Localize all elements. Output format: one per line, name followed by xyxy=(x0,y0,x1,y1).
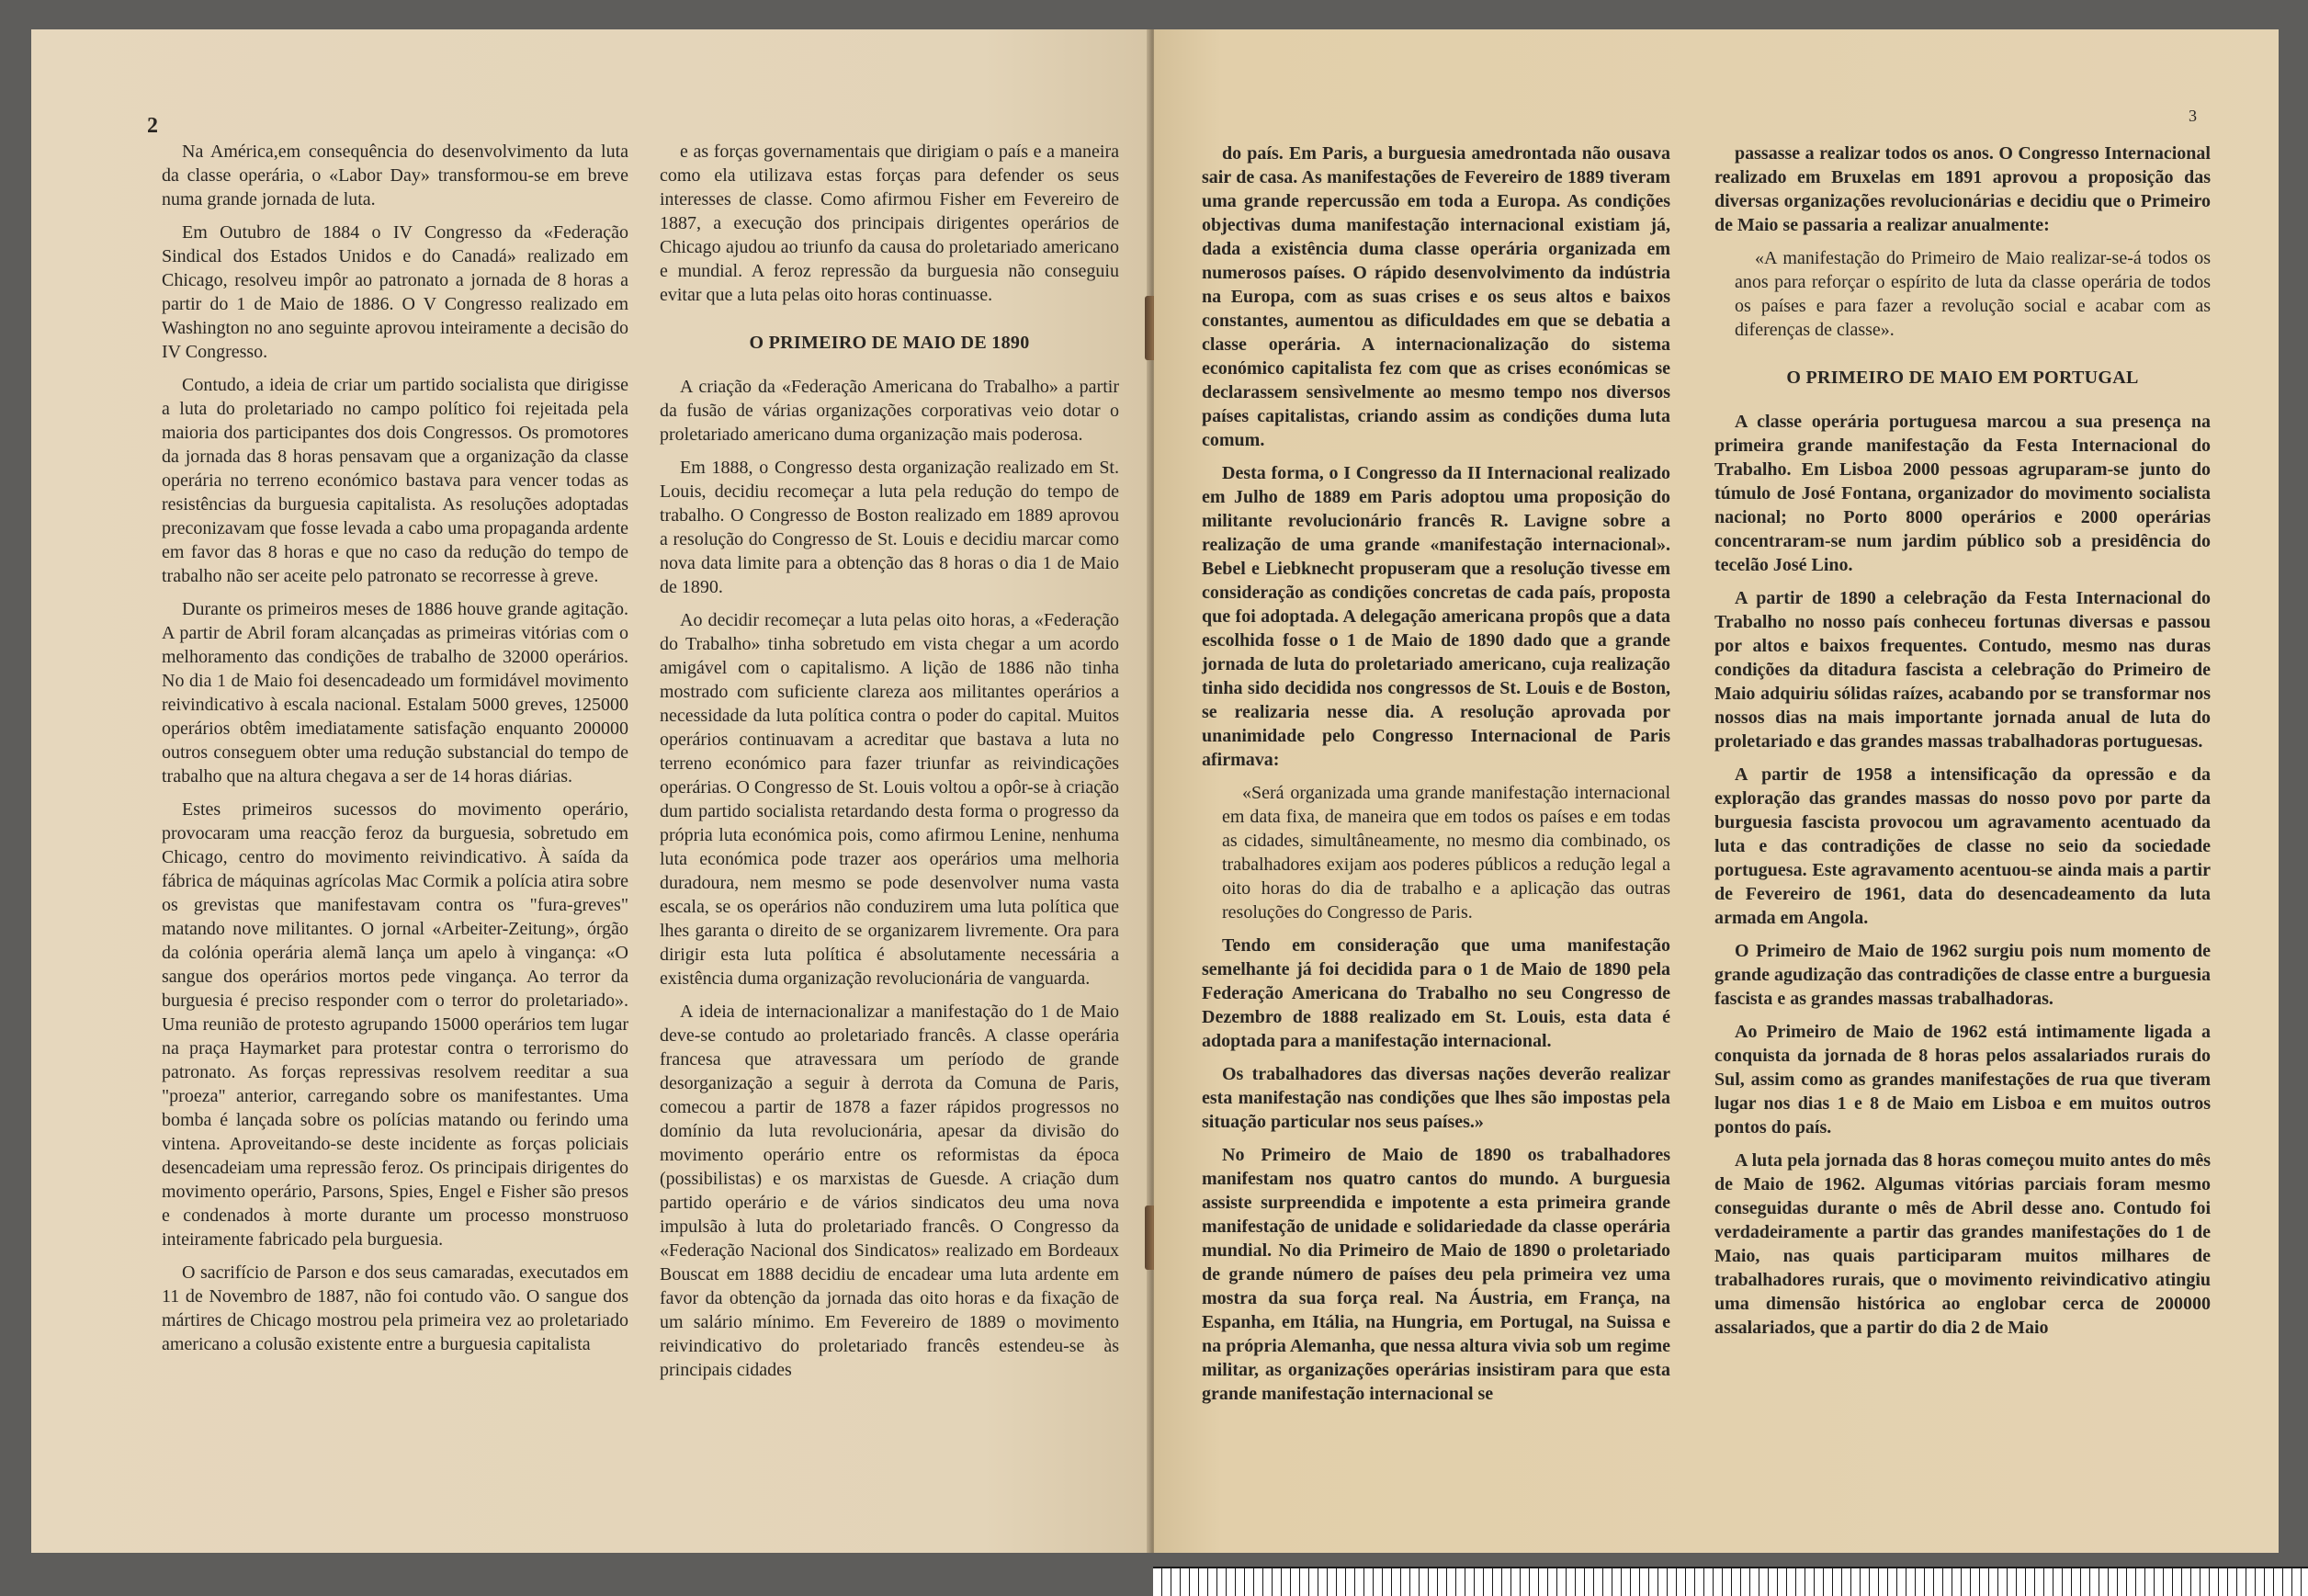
paragraph: Em 1888, o Congresso desta organização realizado em St. Louis, decidiu recomeçar a luta pela redução do tempo de trabalho. O Congresso de Boston realizado em 1889 aprovou a resolução do Congresso de St. Louis e decidiu marcar como nova data limite para a obtenção das 8 horas o dia 1 de Maio de 1890. xyxy=(660,458,1119,597)
booklet-spread xyxy=(31,29,2279,1553)
right-page xyxy=(1154,29,2279,1553)
paragraph: Em Outubro de 1884 o IV Congresso da «Federação Sindical dos Estados Unidos e do Canadá» realizado em Chicago, resolveu impôr ao patronato a jornada de 8 horas a partir do 1 de Maio de 1886. O V Congresso realizado em Washington no ano seguinte aprovou inteiramente a decisão do IV Congresso. xyxy=(162,222,628,362)
resolution-quote: «Será organizada uma grande manifestação internacional em data fixa, de maneira que em todos os países e em todas as cidades, simultâneamente, no mesmo dia combinado, os trabalhadores exijam aos poderes públicos a redução legal a oito horas do dia de trabalho e a aplicação das outras resoluções do Congresso de Paris. xyxy=(1222,783,1670,923)
paragraph: A partir de 1890 a celebração da Festa Internacional do Trabalho no nosso país conheceu fortunas diversas e passou por altos e baixos frequentes. Contudo, mesmo nas duras condições da ditadura fascista a celebração do Primeiro de Maio adquiriu sólidas raízes, acabando por se transformar nos nossos dias na mais importante jornada anual de luta do proletariado e das grandes massas trabalhadoras portuguesas. xyxy=(1714,588,2211,752)
paragraph: No Primeiro de Maio de 1890 os trabalhadores manifestam nos quatro cantos do mundo. A burguesia assiste surpreendida e impotente a esta primeira grande manifestação de unidade e solidariedade da classe operária mundial. No dia Primeiro de Maio de 1890 o proletariado de grande número de países deu pela primeira vez uma mostra da sua força real. Na Áustria, em França, na Espanha, em Itália, na Hungria, em Portugal, na Suissa e na própria Alemanha, que nessa altura vivia sob um regime militar, as organizações operárias insistiram para que esta grande manifestação internacional se xyxy=(1202,1145,1670,1404)
right-column-1 xyxy=(1202,141,1670,1415)
paragraph: Na América,em consequência do desenvolvimento da luta da classe operária, o «Labor Day» transformou-se em breve numa grande jornada de luta. xyxy=(162,141,628,209)
right-column-2 xyxy=(1692,141,2218,1349)
paragraph: Desta forma, o I Congresso da II Internacional realizado em Julho de 1889 em Paris adoptou uma proposição do militante revolucionário francês R. Lavigne sobre a realização de uma grande «manifestação internacional». Bebel e Liebknecht propuseram que a resolução tivesse em consideração as condições concretas de cada país, proposta que foi adoptada. A delegação americana propôs que a data escolhida fosse o 1 de Maio de 1890 dado que a grande jornada de luta do proletariado americano, cuja realização tinha sido decidida nos congressos de St. Louis e de Boston, se realizaria nesse dia. A resolução aprovada por unanimidade pelo Congresso Internacional de Paris afirmava: xyxy=(1202,463,1670,770)
paragraph: Ao decidir recomeçar a luta pelas oito horas, a «Federação do Trabalho» tinha sobretudo em vista chegar a um acordo amigável com o capitalismo. A lição de 1886 não tinha mostrado com suficiente clareza aos militantes operários a necessidade da luta política contra o poder do capital. Muitos operários continuavam a acreditar que bastava a luta no terreno económico para fazer triunfar as reivindicações operárias. O Congresso de St. Louis voltou a opôr-se à criação dum partido socialista retardando desta forma o progresso da própria luta económica pois, como afirmou Lenine, nenhuma luta económica pode trazer aos operários uma melhoria duradoura, nem mesmo se pode desenvolver numa vasta escala, se os operários não conduzirem uma luta política que lhes garanta o direito de se organizarem livremente. Ora para dirigir esta luta política é absolutamente necessária a existência duma organização revolucionária de vanguarda. xyxy=(660,610,1119,989)
paragraph: A ideia de internacionalizar a manifestação do 1 de Maio deve-se contudo ao proletariado francês. A classe operária francesa que atravessara um período de grande desorganização a seguir à derrota da Comuna de Paris, comecou a partir de 1878 a fazer rápidos progressos no domínio da luta revolucionária, apesar da divisão do movimento operário entre os reformistas da época (possibilistas) e os marxistas de Guesde. A criação dum partido operário e de vários sindicatos deu uma nova impulsão à luta do proletariado francês. O Congresso da «Federação Nacional dos Sindicatos» realizado em Bordeaux Bouscat em 1888 decidiu de encadear uma luta ardente em favor da obtenção da jornada das oito horas e da fixação de um salário mínimo. Em Fevereiro de 1889 o movimento reivindicativo do proletariado francês estendeu-se às principais cidades xyxy=(660,1002,1119,1380)
page-number-left: 2 xyxy=(147,114,158,138)
paragraph: A luta pela jornada das 8 horas começou muito antes do mês de Maio de 1962. Algumas vitórias parciais foram mesmo conseguidas durante o mês de Abril desse ano. Contudo foi verdadeiramente a partir das grandes manifestações do 1 de Maio, nas quais participaram muitos milhares de trabalhadores rurais, que o movimento reivindicativo atingiu uma dimensão histórica ao englobar cerca de 200000 assalariados, que a partir do dia 2 de Maio xyxy=(1714,1150,2211,1338)
left-page xyxy=(31,29,1150,1553)
paragraph: do país. Em Paris, a burguesia amedrontada não ousava sair de casa. As manifestações de Fevereiro de 1889 tiveram uma grande repercussão em toda a Europa. As condições objectivas duma manifestação internacional existiam já, dada a existência duma classe operária organizada em numerosos países. O rápido desenvolvimento da indústria na Europa, com as suas crises e os seus altos e baixos constantes, aumentou as dificuldades em que se debatia a classe operária. A internacionalização do sistema económico capitalista fez com que as crises económicas se declarassem sensìvelmente ao mesmo tempo nos diversos países capitalistas, criando assim as condições duma luta comum. xyxy=(1202,143,1670,450)
page-number-right: 3 xyxy=(2189,107,2197,125)
paragraph: Durante os primeiros meses de 1886 houve grande agitação. A partir de Abril foram alcançadas as primeiras vitórias com o melhoramento das condições de trabalho de 32000 operários. No dia 1 de Maio foi desencadeado um formidável movimento reivindicativo à escala nacional. Estalam 5000 greves, 125000 operários obtêm imediatamente satisfação enquanto 200000 outros conseguem obter uma redução substancial do tempo de trabalho que na altura chegava a ser de 14 horas diárias. xyxy=(162,599,628,787)
scan-ruler xyxy=(1153,1567,2308,1596)
section-heading-portugal: O PRIMEIRO DE MAIO EM PORTUGAL xyxy=(1786,368,2139,388)
paragraph: A partir de 1958 a intensificação da opressão e da exploração das grandes massas do nosso povo por parte da burguesia fascista provocou um agravamento acentuado da luta e das contradições de classe no seio da sociedade portuguesa. Este agravamento acentuou-se ainda mais a partir de Fevereiro de 1961, data do desencadeamento da luta armada em Angola. xyxy=(1714,764,2211,928)
brussels-quote: «A manifestação do Primeiro de Maio realizar-se-á todos os anos para reforçar o espírito de luta da classe operária de todos os países e para fazer a revolução social e acabar com as diferenças de classe». xyxy=(1735,248,2211,340)
paragraph: Os trabalhadores das diversas nações deverão realizar esta manifestação nas condições que lhes são impostas pela situação particular nos seus países.» xyxy=(1202,1064,1670,1132)
left-column-1 xyxy=(162,140,628,1365)
paragraph: Contudo, a ideia de criar um partido socialista que dirigisse a luta do proletariado no campo político foi rejeitada pela maioria dos participantes dos dois Congressos. Os promotores da jornada das 8 horas pensavam que a organização da classe operária no terreno económico bastava para vencer todas as resistências da burguesia capitalista. As resoluções adoptadas preconizavam que fosse levada a cabo uma propaganda ardente em favor das 8 horas e que no caso da redução do tempo de trabalho não ser aceite pelo patronato se recorresse à greve. xyxy=(162,375,628,586)
paragraph: Tendo em consideração que uma manifestação semelhante já foi decidida para o 1 de Maio de 1890 pela Federação Americana do Trabalho no seu Congresso de Dezembro de 1888 realizado em St. Louis, esta data é adoptada para a manifestação internacional. xyxy=(1202,935,1670,1051)
paragraph: Estes primeiros sucessos do movimento operário, provocaram uma reacção feroz da burguesia, sobretudo em Chicago, centro do movimento reivindicativo. À saída da fábrica de máquinas agrícolas Mac Cormik a polícia atira sobre os grevistas que manifestavam contra os "fura-greves" matando nove militantes. O jornal «Arbeiter-Zeitung», órgão da colónia operária alemã lança um apelo à vingança: «O sangue dos operários mortos pede vingança. Ao terror da burguesia é preciso responder com o terror do proletariado». Uma reunião de protesto agrupando 15000 operários tem lugar na praça Haymarket para protestar contra o terrorismo do patronato. As forças repressivas resolvem reeditar a sua "proeza" anterior, carregando sobre os manifestantes. Uma bomba é lançada sobre os polícias matando ou ferindo uma vintena. Aproveitando-se deste incidente as forças policiais desencadeiam uma repressão feroz. Os principais dirigentes do movimento operário, Parsons, Spies, Engel e Fisher são presos e condenados à morte durante um processo monstruoso inteiramente fabricado pela burguesia. xyxy=(162,799,628,1250)
paragraph: A classe operária portuguesa marcou a sua presença na primeira grande manifestação da Festa Internacional do Trabalho. Em Lisboa 2000 pessoas agruparam-se junto do túmulo de José Fontana, organizador do movimento socialista nacional; no Porto 8000 operários e 2000 operárias concentraram-se num jardim público sob a presidência do tecelão José Lino. xyxy=(1714,412,2211,575)
paragraph: e as forças governamentais que dirigiam o país e a maneira como ela utilizava estas forças para defender os seus interesses de classe. Como afirmou Fisher em Fevereiro de 1887, a execução dos principais dirigentes operários de Chicago ajudou ao triunfo da causa do proletariado americano e mundial. A feroz repressão da burguesia não conseguiu evitar que a luta pelas oito horas continuasse. xyxy=(660,141,1119,305)
paragraph: Ao Primeiro de Maio de 1962 está intimamente ligada a conquista da jornada de 8 horas pelos assalariados rurais do Sul, assim como as grandes manifestações de rua que tiveram lugar nos dias 1 e 8 de Maio em Lisboa e em muitos outros pontos do país. xyxy=(1714,1022,2211,1138)
section-heading-1890: O PRIMEIRO DE MAIO DE 1890 xyxy=(749,333,1030,353)
paragraph: A criação da «Federação Americana do Trabalho» a partir da fusão de várias organizações corporativas veio dotar o proletariado americano duma organização mais poderosa. xyxy=(660,377,1119,445)
paragraph: O sacrifício de Parson e dos seus camaradas, executados em 11 de Novembro de 1887, não foi contudo vão. O sangue dos mártires de Chicago mostrou pela primeira vez ao proletariado americano a colusão existente entre a burguesia capitalista xyxy=(162,1262,628,1354)
paragraph: O Primeiro de Maio de 1962 surgiu pois num momento de grande agudização das contradições de classe entre a burguesia fascista e as grandes massas trabalhadoras. xyxy=(1714,941,2211,1009)
left-column-2 xyxy=(628,140,1119,1391)
paragraph: passasse a realizar todos os anos. O Congresso Internacional realizado em Bruxelas em 1891 aprovou a proposição das diversas organizações revolucionárias e decidiu que o Primeiro de Maio se passaria a realizar anualmente: xyxy=(1714,143,2211,235)
